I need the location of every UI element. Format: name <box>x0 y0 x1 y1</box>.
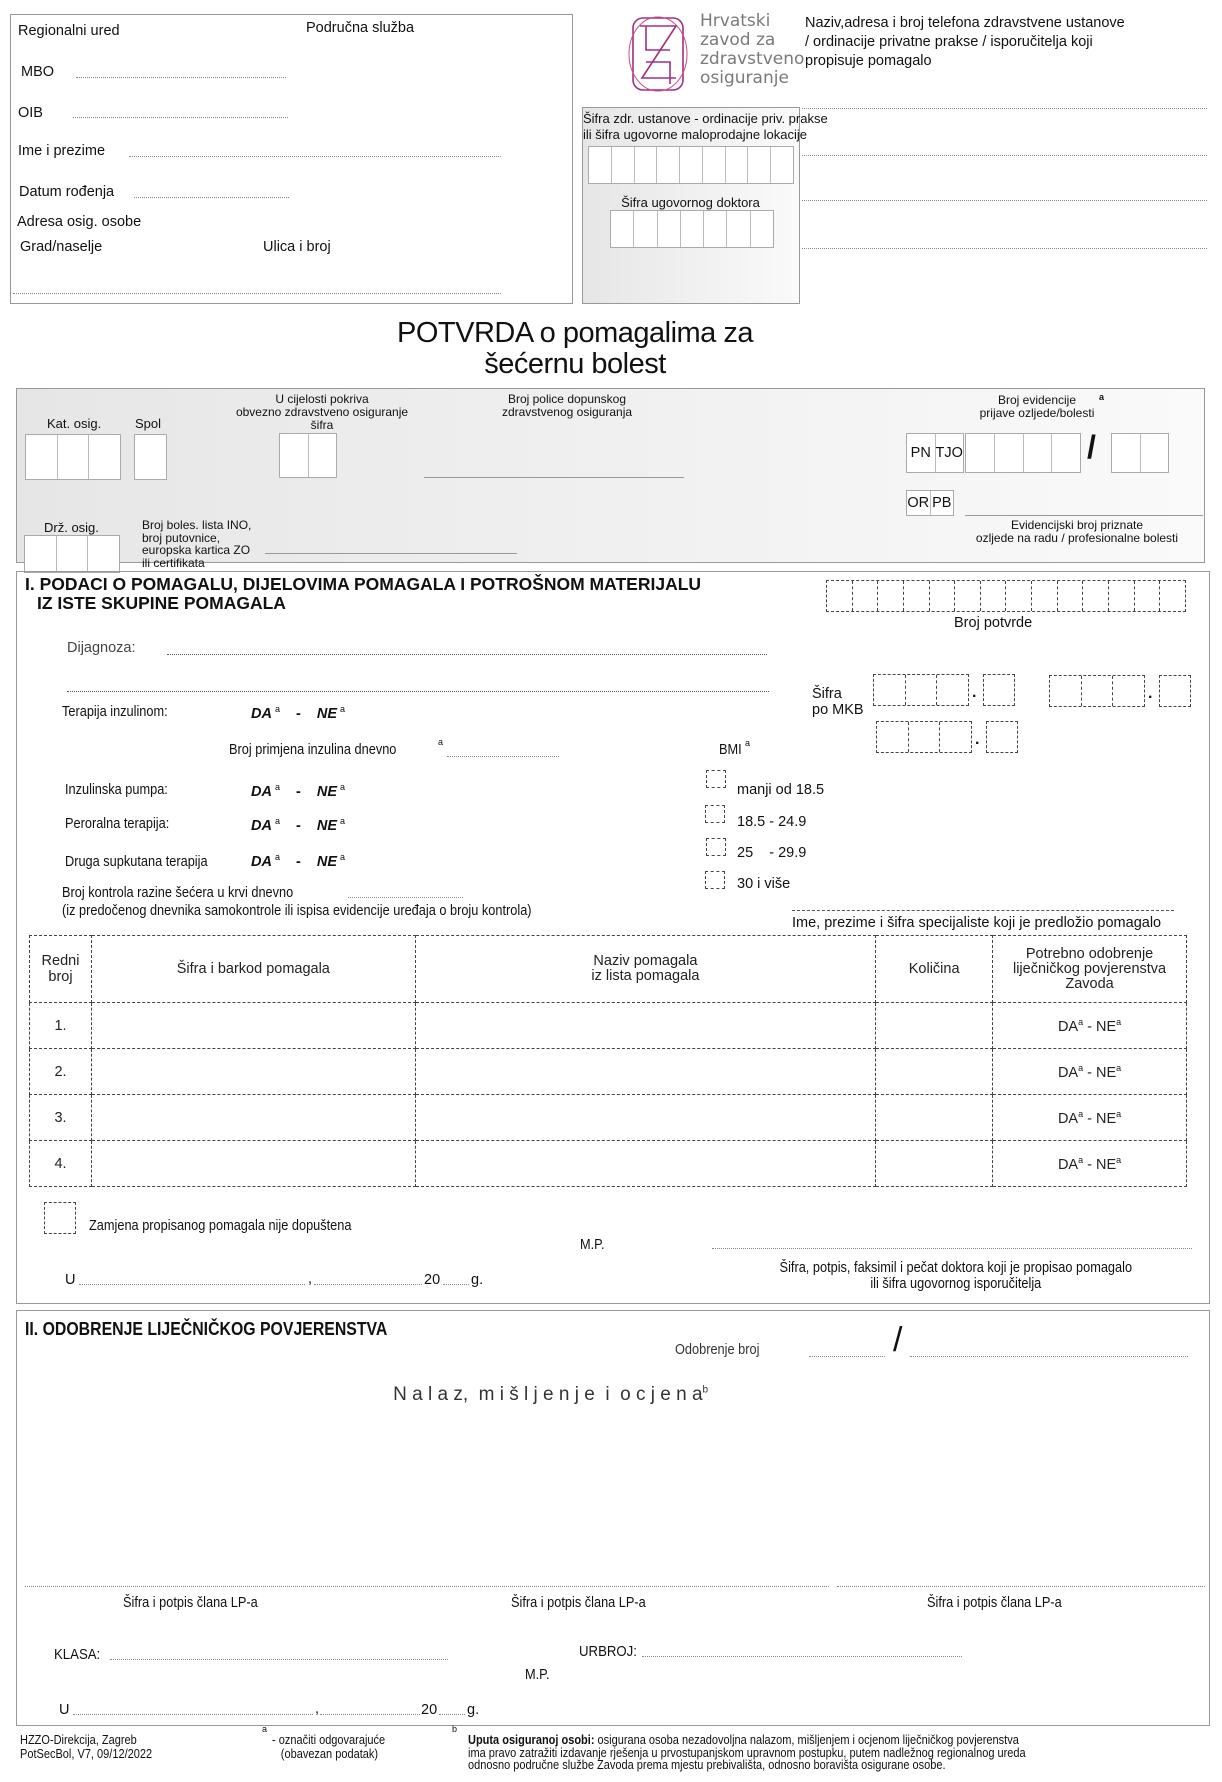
hzzo-logo-icon <box>628 14 688 94</box>
footer-note-a-line-2: (obavezan podatak) <box>280 1747 379 1761</box>
approval-number-label: Odobrenje broj <box>675 1342 760 1358</box>
name-label: Ime i prezime <box>18 143 106 159</box>
footer-note-b <box>468 1734 1026 1772</box>
facility-code-label-2: ili šifra ugovorne maloprodajne lokacije <box>583 127 808 142</box>
injury-record-cells[interactable] <box>965 433 1081 473</box>
other-sc-therapy-options[interactable]: DA $^a$ - NE $^a$ <box>251 852 346 870</box>
bmi-checkbox-1[interactable] <box>706 770 726 788</box>
member-signature-label-1: Šifra i potpis člana LP-a <box>123 1595 258 1611</box>
klasa-field[interactable] <box>110 1659 448 1660</box>
oral-therapy-da[interactable]: DA <box>251 817 272 834</box>
mbo-field[interactable] <box>76 77 286 78</box>
ino-label-4: ili certifikata <box>142 555 205 570</box>
spol-label: Spol <box>135 416 162 431</box>
glucose-checks-label: Broj kontrola razine šećera u krvi dnevno <box>62 885 294 901</box>
oral-therapy-ne[interactable]: NE <box>316 817 338 834</box>
row-approval[interactable]: $DA^a - NE^a$ <box>993 1049 1187 1095</box>
footer-note-a-line-1: - označiti odgovarajuće <box>272 1733 386 1747</box>
mkb-label-1: Šifra <box>812 686 842 702</box>
oib-field[interactable] <box>73 117 288 118</box>
row-approval[interactable]: $DA^a - NE^a$ <box>993 1141 1187 1187</box>
bmi-option-2: 18.5 - 24.9 <box>737 814 807 830</box>
kat-osig-cells[interactable] <box>25 434 121 480</box>
street-label: Ulica i broj <box>263 239 331 255</box>
footer-note-a <box>272 1733 385 1761</box>
insulin-pump-da[interactable]: DA <box>251 783 272 800</box>
provider-info-field-2[interactable] <box>802 155 1207 156</box>
row-no: 4. <box>30 1141 92 1187</box>
header-approval-2: liječničkog povjerenstva <box>1012 960 1167 977</box>
confirmation-number-label: Broj potvrde <box>954 615 1033 631</box>
insulin-therapy-da[interactable]: DA <box>251 705 272 722</box>
doctor-code-cells[interactable] <box>610 210 774 248</box>
oral-therapy-label: Peroralna terapija: <box>65 816 170 832</box>
coverage-label-1: U cijelosti pokriva <box>275 392 369 406</box>
header-no-1: Redni <box>41 953 80 969</box>
bmi-checkbox-2[interactable] <box>705 805 725 823</box>
insulin-pump-label: Inzulinska pumpa: <box>65 782 168 798</box>
injury-sup-a: a <box>1099 392 1105 402</box>
year-field[interactable] <box>443 1284 469 1285</box>
recognized-label-1: Evidencijski broj priznate <box>1010 518 1144 532</box>
other-sc-therapy-label: Druga supkutana terapija <box>65 854 208 870</box>
table-row <box>30 1003 1187 1049</box>
tjo-option[interactable]: TJO <box>936 434 964 472</box>
provider-info-line-2: / ordinacije privatne prakse / isporučitelja koji <box>805 34 1093 50</box>
footer-org-line-1: HZZO-Direkcija, Zagreb <box>20 1733 137 1747</box>
insured-person-box <box>10 14 573 304</box>
recognized-injury-field[interactable] <box>965 515 1203 516</box>
header-approval-1: Potrebno odobrenje <box>1025 945 1154 962</box>
klasa-label: KLASA: <box>54 1646 101 1663</box>
bmi-checkbox-3[interactable] <box>706 838 726 856</box>
or-pb-cells[interactable] <box>906 490 954 516</box>
mkb-code-2[interactable] <box>1049 675 1145 707</box>
or-option[interactable]: OR <box>907 491 931 515</box>
diagnosis-field-2[interactable] <box>67 691 769 692</box>
ino-label-2: broj putovnice, <box>142 530 221 545</box>
section-2-year-field[interactable] <box>439 1714 465 1715</box>
header-name-1: Naziv pomagala <box>593 953 698 969</box>
row-no: 2. <box>30 1049 92 1095</box>
row-code-cell[interactable] <box>91 1049 415 1095</box>
glucose-checks-note: (iz predočenog dnevnika samokontrole ili ispisa evidencije uređaja o broju kontrola) <box>62 903 532 919</box>
table-row <box>30 1049 1187 1095</box>
dob-label: Datum rođenja <box>19 184 115 200</box>
row-approval[interactable]: $DA^a - NE^a$ <box>993 1003 1187 1049</box>
insurance-panel <box>16 388 1205 570</box>
facility-code-label-1: Šifra zdr. ustanove - ordinacije priv. prakse <box>583 111 828 126</box>
provider-info-line-3: propisuje pomagalo <box>805 53 932 69</box>
footer-org-line-2: PotSecBol, V7, 09/12/2022 <box>20 1747 153 1761</box>
section-2-year-prefix: 20 <box>421 1702 438 1718</box>
row-qty-cell[interactable] <box>876 1095 993 1141</box>
mkb-code-3[interactable] <box>876 721 972 753</box>
specialist-field[interactable] <box>792 910 1174 911</box>
diagnosis-label: Dijagnoza: <box>67 640 136 656</box>
bmi-option-3: 25 - 29.9 <box>737 845 807 861</box>
branch-office-label: Područna služba <box>306 20 415 36</box>
footer-note-b-line-1: osigurana osoba nezadovoljna nalazom, mišljenjem i ocjenom liječničkog povjerenstva <box>594 1733 1019 1747</box>
row-name-cell[interactable] <box>415 1141 876 1187</box>
footer-note-b-mark: b <box>452 1724 458 1734</box>
ino-label-1: Broj boles. lista INO, <box>142 518 252 532</box>
date-field[interactable] <box>314 1284 422 1285</box>
year-suffix: g. <box>471 1272 484 1288</box>
policy-number-field[interactable] <box>424 477 684 478</box>
injury-year-cells[interactable] <box>1111 433 1169 473</box>
facility-code-cells[interactable] <box>588 146 794 184</box>
doctor-signature-label-2: ili šifra ugovornog isporučitelja <box>870 1276 1042 1292</box>
member-signature-label-2: Šifra i potpis člana LP-a <box>511 1595 646 1611</box>
footer-note-a-mark: a <box>262 1724 268 1734</box>
pn-tjo-cells[interactable] <box>906 433 964 473</box>
other-sc-therapy-da[interactable]: DA <box>251 853 272 870</box>
address-field[interactable] <box>13 293 501 294</box>
address-label: Adresa osig. osobe <box>17 214 142 230</box>
coverage-code-cells[interactable] <box>279 433 337 478</box>
member-signature-field-1[interactable] <box>25 1586 430 1587</box>
row-code-cell[interactable] <box>91 1141 415 1187</box>
dob-field[interactable] <box>134 197 289 198</box>
header-qty: Količina <box>876 936 993 1003</box>
footer-note-b-bold: Uputa osiguranoj osobi: <box>468 1733 595 1747</box>
insulin-pump-options[interactable]: DA $^a$ - NE $^a$ <box>251 782 346 800</box>
insulin-therapy-options[interactable]: DA $^a$ - NE $^a$ <box>251 704 346 722</box>
urbroj-label: URBROJ: <box>579 1643 637 1660</box>
section-2-date-field[interactable] <box>320 1714 420 1715</box>
substitution-label: Zamjena propisanog pomagala nije dopuštena <box>89 1218 352 1234</box>
mkb-label-2: po MKB <box>812 702 864 718</box>
bmi-checkbox-4[interactable] <box>705 871 725 889</box>
section-2-place-field[interactable] <box>73 1714 313 1715</box>
drz-osig-label: Drž. osig. <box>44 520 99 535</box>
insulin-therapy-label: Terapija inzulinom: <box>62 704 168 720</box>
logo-line-4: osiguranje <box>700 68 789 88</box>
coverage-label-2: obvezno zdravstveno osiguranje <box>235 405 409 419</box>
approval-slash: / <box>893 1321 903 1359</box>
table-row <box>30 1095 1187 1141</box>
logo-line-3: zdravstveno <box>700 49 805 69</box>
hzzo-logo <box>628 12 803 97</box>
policy-label-1: Broj police dopunskog <box>507 392 627 406</box>
provider-info-line-1: Naziv,adresa i broj telefona zdravstvene ustanove <box>805 15 1125 31</box>
recognized-label-2: ozljede na radu / profesionalne bolesti <box>975 531 1179 545</box>
insulin-therapy-ne[interactable]: NE <box>316 705 338 722</box>
footer-note-b-line-3: odnosno područne službe Zavoda prema mjestu prebivališta, odnosno boravišta osigurane osobe. <box>468 1758 946 1772</box>
mkb-code-3-decimal[interactable] <box>986 721 1018 753</box>
findings-heading: N a l a z, m i š l j e n j e i o c j e n $a^b$ <box>393 1384 709 1405</box>
insulin-daily-label: Broj primjena inzulina dnevno <box>229 742 397 758</box>
oib-label: OIB <box>18 105 43 121</box>
mkb-code-2-decimal[interactable] <box>1159 675 1191 707</box>
header-code: Šifra i barkod pomagala <box>91 936 415 1003</box>
pn-option[interactable]: PN <box>907 434 936 472</box>
policy-label-2: zdravstvenog osiguranja <box>501 405 633 419</box>
drz-osig-cells[interactable] <box>24 535 120 573</box>
row-name-cell[interactable] <box>415 1095 876 1141</box>
title-line-1: POTVRDA o pomagalima za <box>397 317 753 349</box>
provider-info-label <box>805 14 1125 71</box>
ino-label-3: europska kartica ZO <box>142 543 251 557</box>
section-2-year-suffix: g. <box>467 1702 480 1718</box>
section-1-title-line-2: IZ ISTE SKUPINE POMAGALA <box>37 593 286 613</box>
items-table-header <box>30 936 1187 1003</box>
header-approval-3: Zavoda <box>1065 975 1114 992</box>
provider-info-field-3[interactable] <box>802 200 1207 201</box>
row-qty-cell[interactable] <box>876 1049 993 1095</box>
table-row <box>30 1141 1187 1187</box>
row-code-cell[interactable] <box>91 1003 415 1049</box>
row-code-cell[interactable] <box>91 1095 415 1141</box>
row-no: 1. <box>30 1003 92 1049</box>
mbo-label: MBO <box>21 64 55 80</box>
insulin-daily-field[interactable] <box>447 756 559 757</box>
insulin-pump-ne[interactable]: NE <box>316 783 338 800</box>
doctor-signature-field[interactable] <box>712 1248 1192 1249</box>
section-1-title-line-1: I. PODACI O POMAGALU, DIJELOVIMA POMAGALA I POTROŠNOM MATERIJALU <box>25 574 702 594</box>
place-field[interactable] <box>79 1284 305 1285</box>
stamp-mp: M.P. <box>580 1237 605 1253</box>
approval-number-field-2[interactable] <box>910 1356 1188 1357</box>
diagnosis-field-1[interactable] <box>167 654 767 655</box>
spol-cell[interactable] <box>134 434 167 480</box>
kat-osig-label: Kat. osig. <box>47 416 102 431</box>
section-2-mp: M.P. <box>525 1667 550 1683</box>
approval-number-field-1[interactable] <box>809 1356 885 1357</box>
title-line-2: šećernu bolest <box>484 348 666 380</box>
institution-codes-box <box>582 107 828 304</box>
logo-line-2: zavod za <box>700 30 776 50</box>
row-no: 3. <box>30 1095 92 1141</box>
mkb-code-1-decimal[interactable] <box>983 674 1015 706</box>
provider-info-field-4[interactable] <box>802 248 1207 249</box>
year-prefix: 20 <box>424 1272 441 1288</box>
row-qty-cell[interactable] <box>876 1003 993 1049</box>
coverage-label-3: šifra <box>310 418 334 432</box>
city-label: Grad/naselje <box>20 239 103 255</box>
mkb-code-1[interactable] <box>873 674 969 706</box>
injury-record-label-1: Broj evidencije <box>997 393 1077 407</box>
bmi-option-4: 30 i više <box>737 876 791 892</box>
row-name-cell[interactable] <box>415 1003 876 1049</box>
member-signature-label-3: Šifra i potpis člana LP-a <box>927 1595 1062 1611</box>
logo-line-1: Hrvatski <box>700 11 771 31</box>
bmi-option-1: manji od 18.5 <box>737 782 825 798</box>
section-2-place-u: U <box>59 1702 70 1718</box>
injury-record-label-2: prijave ozljede/bolesti <box>979 406 1095 420</box>
provider-info-field-1[interactable] <box>802 108 1207 109</box>
section-2-title: II. ODOBRENJE LIJEČNIČKOG POVJERENSTVA <box>25 1319 388 1339</box>
doctor-signature-label-1: Šifra, potpis, faksimil i pečat doktora koji je propisao pomagalo <box>779 1260 1133 1276</box>
doctor-code-label: Šifra ugovornog doktora <box>621 195 760 210</box>
bmi-label: BMI <box>719 742 742 758</box>
place-u-label: U <box>65 1272 76 1288</box>
name-field[interactable] <box>129 156 501 157</box>
injury-slash: / <box>1087 429 1096 465</box>
row-name-cell[interactable] <box>415 1049 876 1095</box>
member-signature-field-3[interactable] <box>837 1586 1205 1587</box>
items-table <box>29 935 1187 1187</box>
ino-number-field[interactable] <box>265 553 517 554</box>
regional-office-label: Regionalni ured <box>18 23 120 39</box>
glucose-checks-field[interactable] <box>348 897 463 898</box>
substitution-checkbox[interactable] <box>44 1202 76 1234</box>
oral-therapy-options[interactable]: DA $^a$ - NE $^a$ <box>251 816 346 834</box>
row-approval[interactable]: $DA^a - NE^a$ <box>993 1095 1187 1141</box>
urbroj-field[interactable] <box>642 1656 962 1657</box>
specialist-label: Ime, prezime i šifra specijaliste koji je predložio pomagalo <box>792 915 1162 931</box>
header-name-2: iz lista pomagala <box>591 968 700 984</box>
footer-note-b-line-2: ima pravo zatražiti izdavanje rješenja u prvostupanjskom upravnom postupku, putem nadležnog regionalnog ureda <box>468 1745 1026 1760</box>
page-title <box>270 318 880 380</box>
member-signature-field-2[interactable] <box>431 1586 829 1587</box>
section-2: II. ODOBRENJE LIJEČNIČKOG POVJERENSTVA Odobrenje broj / N a l a z, m i š l j e n j e i o c j e n $a^b$ Šifra i potpis člana LP-a Šifra i potpis člana LP-a Šifra i potpis člana LP-a KLASA: M.P. URBROJ: U , 20 g. <box>16 1310 1210 1726</box>
pb-option[interactable]: PB <box>931 491 954 515</box>
row-qty-cell[interactable] <box>876 1141 993 1187</box>
header-no-2: broj <box>48 969 73 985</box>
footer-org <box>20 1733 152 1761</box>
section-1: I. PODACI O POMAGALU, DIJELOVIMA POMAGALA I POTROŠNOM MATERIJALU IZ ISTE SKUPINE POMAGALA Broj potvrde Dijagnoza: Šifra po MKB . . . Terapija inzulinom: DA $^a$ - NE $^a$ Broj primjena inzulina dnevno a BMI a Inzulinska pumpa: DA $^a$ - NE $^a$ Peroralna terapija: DA $^a$ - NE $^a$ Druga supkutana terapija DA $^a$ - NE $^a$ Broj kontrola razine šećera u krvi dnevno (iz predočenog dnevnika samokontrole ili ispisa evidencije uređaja o broju kontrola) manji od 18.5 18.5 - 24.9 25 - 29.9 30 i više Ime, prezime i šifra specijaliste koji je predložio pomagalo Redni broj Šifra i barkod pomagala Naziv pomagala iz lista pomagala Količina Potrebno odobrenje liječničkog povjerenstva Zavoda 1. $DA^a - NE^a$ 2. $DA^a - NE^a$ 3. $DA^a - NE^a$ 4. $DA^a - NE^a$ Zamjena propisanog pomagala nije dopuštena M.P. Šifra, potpis, faksimil i pečat doktora koji je propisao pomagalo ili šifra ugovornog isporučitelja U , 20 g. <box>16 571 1210 1304</box>
section-1-title <box>25 575 701 613</box>
confirmation-number-cells[interactable] <box>826 580 1186 612</box>
other-sc-therapy-ne[interactable]: NE <box>316 853 338 870</box>
